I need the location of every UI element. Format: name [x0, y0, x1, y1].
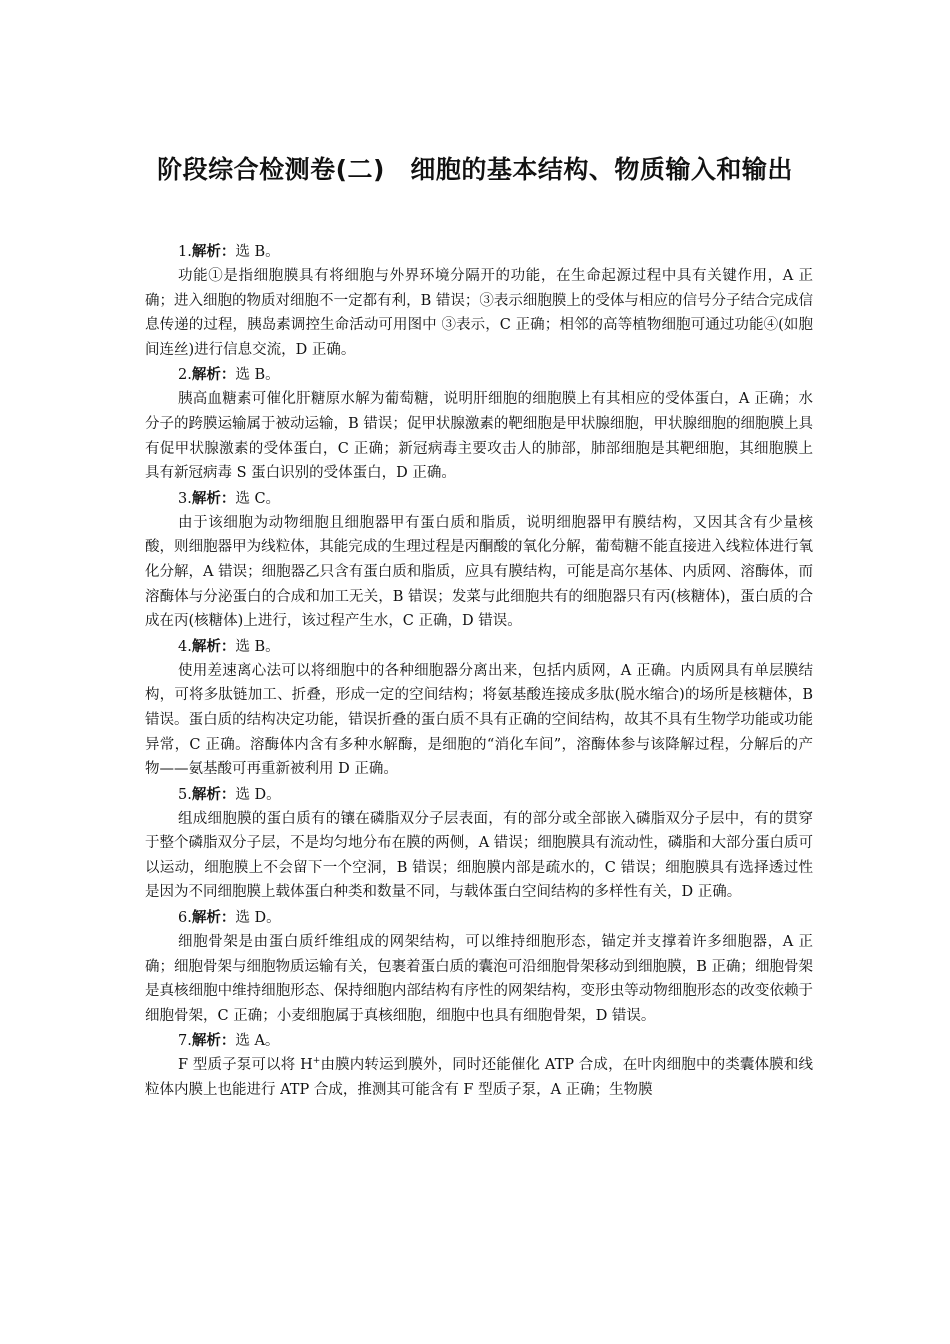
analysis-label: 解析： [191, 1033, 236, 1050]
question-number: 5. [178, 786, 192, 803]
answer-choice: 选 B。 [235, 244, 280, 260]
question-2-header [178, 363, 813, 387]
answer-choice: 选 B。 [235, 638, 280, 655]
question-7-header [178, 1029, 813, 1053]
question-number: 2. [178, 367, 192, 384]
analysis-label: 解析： [191, 786, 236, 803]
question-5-header [178, 783, 813, 807]
analysis-label: 解析： [191, 638, 236, 655]
question-number: 4. [178, 638, 192, 655]
analysis-label: 解析： [191, 910, 236, 927]
answer-choice: 选 B。 [235, 367, 280, 384]
answer-choice: 选 D。 [235, 910, 281, 927]
analysis-label: 解析： [191, 244, 236, 260]
question-6-header [178, 906, 813, 930]
question-7-explanation [145, 1053, 813, 1102]
question-1-header [178, 240, 813, 264]
explanation-text-start: F 型质子泵可以将 H [178, 1057, 313, 1074]
question-3-header [178, 487, 813, 511]
question-1-explanation: 功能①是指细胞膜具有将细胞与外界环境分隔开的功能，在生命起源过程中具有关键作用，A 正确；进入细胞的物质对细胞不一定都有利，B 错误；③表示细胞膜上的受体与相应的信号分子结合完成信息传递的过程，胰岛素调控生命活动可用图中 ③表示，C 正确；相邻的高等植物细胞可通过功能④(如胞间连丝)进行信息交流，D 正确。 [145, 268, 813, 358]
question-4-header [178, 635, 813, 659]
analysis-label: 解析： [191, 490, 236, 507]
question-number: 6. [178, 910, 192, 927]
answer-list [145, 240, 813, 1104]
answer-choice: 选 D。 [235, 786, 281, 803]
question-2-explanation: 胰高血糖素可催化肝糖原水解为葡萄糖，说明肝细胞的细胞膜上有其相应的受体蛋白，A 正确；水分子的跨膜运输属于被动运输，B 错误；促甲状腺激素的靶细胞是甲状腺细胞，甲状腺细胞的细胞膜上具有促甲状腺激素的受体蛋白，C 正确；新冠病毒主要攻击人的肺部，肺部细胞是其靶细胞，其细胞膜上具有新冠病毒 S 蛋白识别的受体蛋白，D 正确。 [145, 391, 813, 482]
question-number: 3. [178, 490, 192, 507]
answer-choice: 选 A。 [235, 1033, 280, 1050]
page-title: 阶段综合检测卷(二) 细胞的基本结构、物质输入和输出 [157, 155, 793, 184]
analysis-label: 解析： [191, 367, 236, 384]
question-4-explanation: 使用差速离心法可以将细胞中的各种细胞器分离出来，包括内质网，A 正确。内质网具有单层膜结构，可将多肽链加工、折叠，形成一定的空间结构；将氨基酸连接成多肽(脱水缩合)的场所是核糖体，B 错误。蛋白质的结构决定功能，错误折叠的蛋白质不具有正确的空间结构，故其不具有生物学功能或功能异常，C 正确。溶酶体内含有多种水解酶，是细胞的“消化车间”，溶酶体参与该降解过程，分解后的产物——氨基酸可再重新被利用 D 正确。 [145, 662, 813, 778]
superscript-plus: + [312, 1056, 321, 1067]
answer-choice: 选 C。 [235, 490, 281, 507]
question-5-explanation: 组成细胞膜的蛋白质有的镶在磷脂双分子层表面，有的部分或全部嵌入磷脂双分子层中，有的贯穿于整个磷脂双分子层，不是均匀地分布在膜的两侧，A 错误；细胞膜具有流动性，磷脂和大部分蛋白质可以运动，细胞膜上不会留下一个空洞，B 错误；细胞膜内部是疏水的，C 错误；细胞膜具有选择透过性是因为不同细胞膜上载体蛋白种类和数量不同，与载体蛋白空间结构的多样性有关，D 正确。 [145, 810, 813, 901]
question-3-explanation: 由于该细胞为动物细胞且细胞器甲有蛋白质和脂质，说明细胞器甲有膜结构，又因其含有少量核酸，则细胞器甲为线粒体，其能完成的生理过程是丙酮酸的氧化分解，葡萄糖不能直接进入线粒体进行氧化分解，A 错误；细胞器乙只含有蛋白质和脂质，应具有膜结构，可能是高尔基体、内质网、溶酶体，而溶酶体与分泌蛋白的合成和加工无关，B 错误；发菜与此细胞共有的细胞器只有丙(核糖体)，蛋白质的合成在丙(核糖体)上进行，该过程产生水，C 正确，D 错误。 [145, 514, 813, 630]
explanation-text-rest: 由膜内转运到膜外，同时还能催化 ATP 合成，在叶肉细胞中的类囊体膜和线粒体内膜上也能进行 ATP 合成，推测其可能含有 F 型质子泵，A 正确；生物膜 [145, 1057, 813, 1099]
question-number: 7. [178, 1033, 192, 1050]
question-6-explanation: 细胞骨架是由蛋白质纤维组成的网架结构，可以维持细胞形态，锚定并支撑着许多细胞器，A 正确；细胞骨架与细胞物质运输有关，包裹着蛋白质的囊泡可沿细胞骨架移动到细胞膜，B 正确；细胞骨架是真核细胞中维持细胞形态、保持细胞内部结构有序性的网架结构，变形虫等动物细胞形态的改变依赖于细胞骨架，C 正确；小麦细胞属于真核细胞，细胞中也具有细胞骨架，D 错误。 [145, 934, 813, 1024]
question-number: 1. [178, 244, 192, 260]
